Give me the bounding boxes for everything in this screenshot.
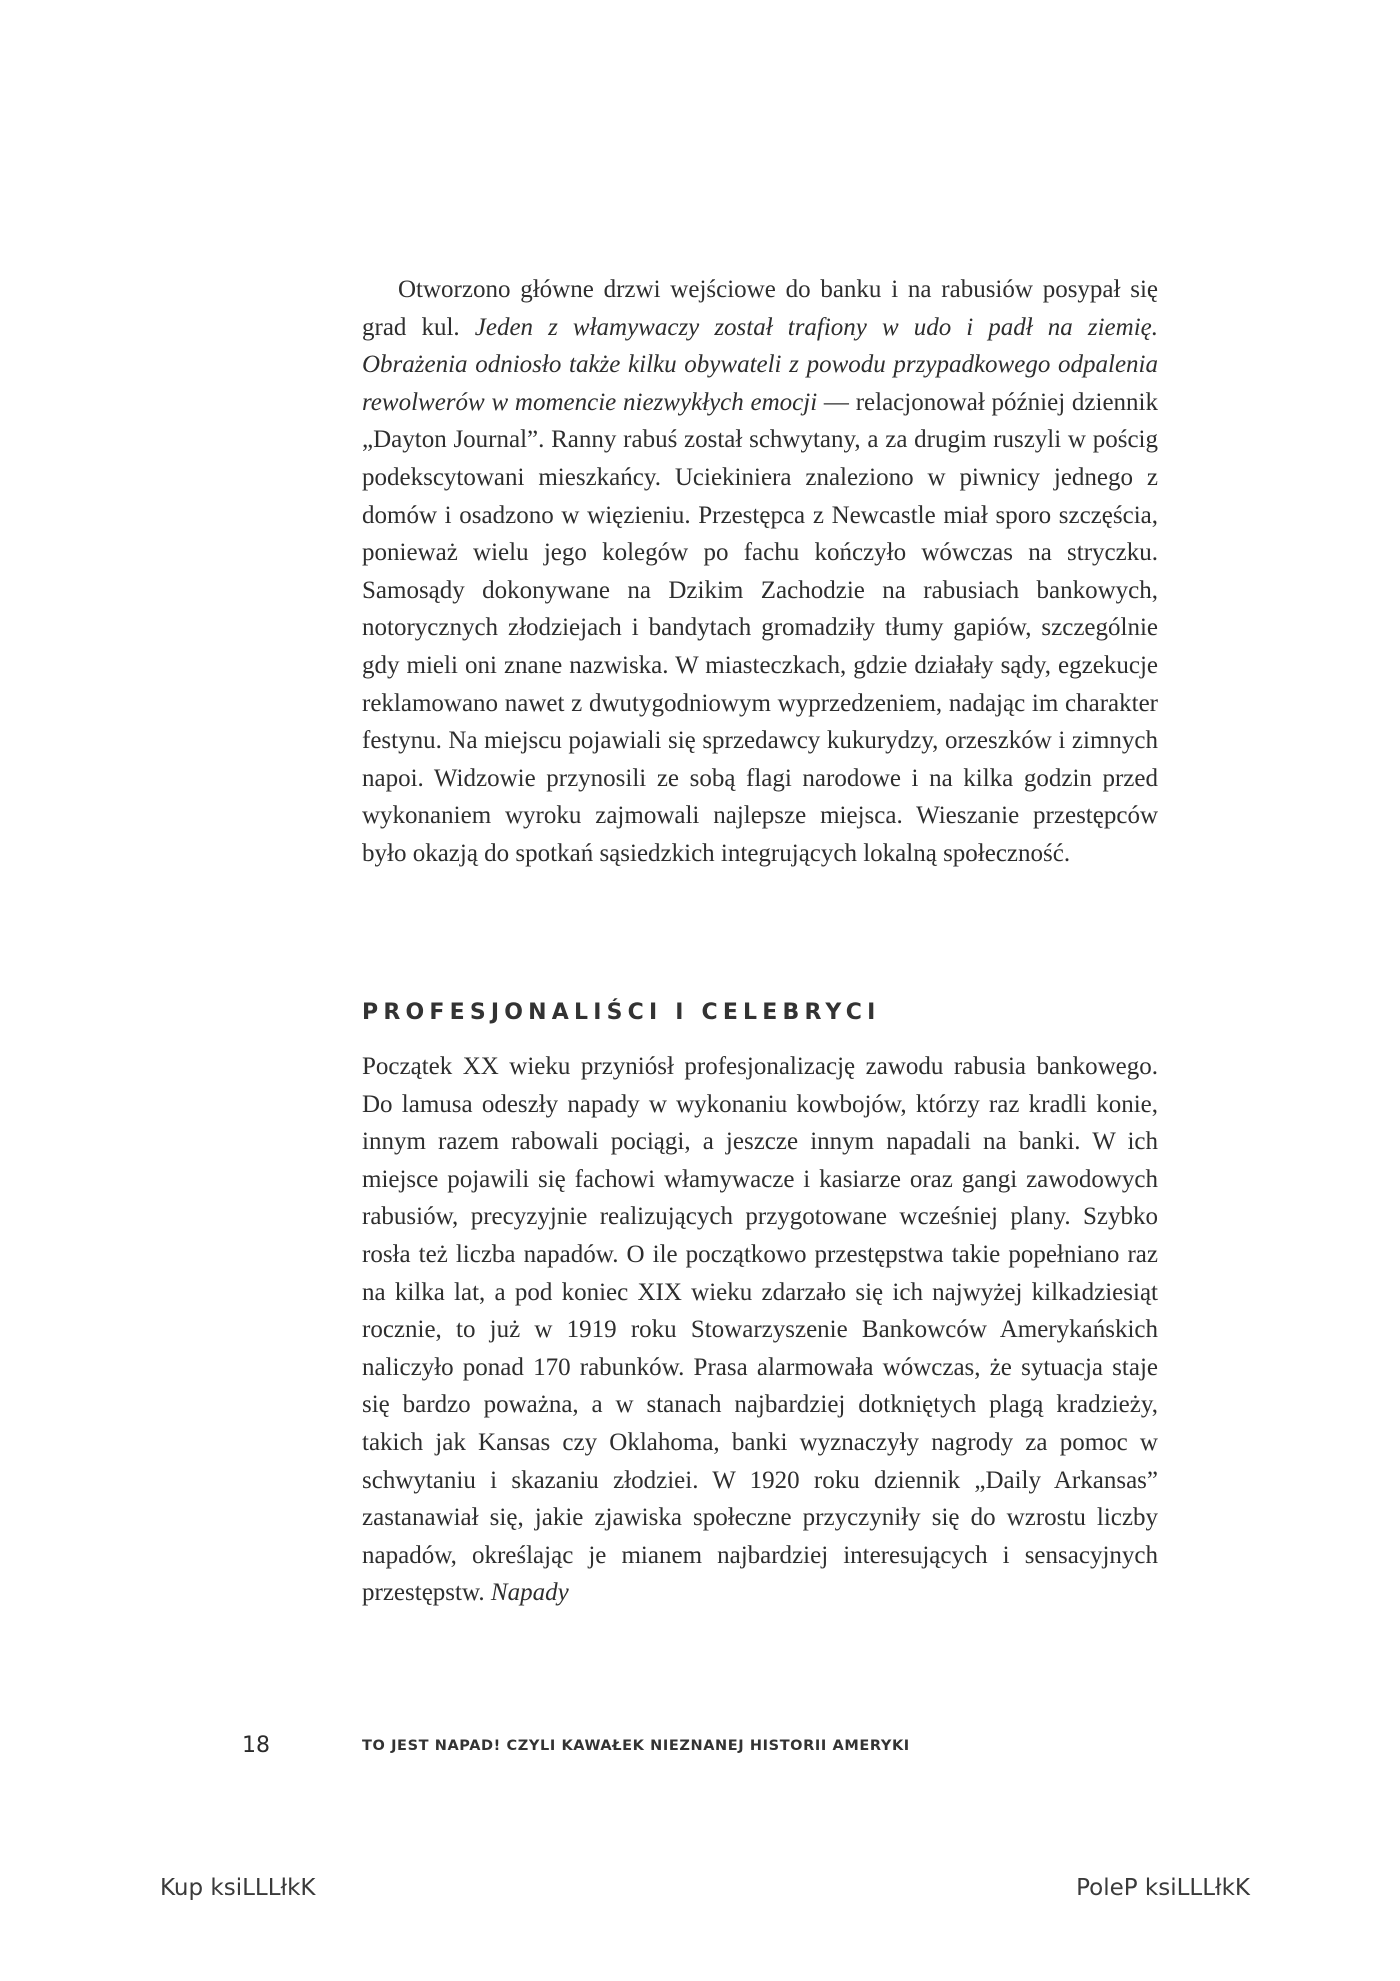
paragraph-1	[362, 271, 1158, 873]
paragraph-1-quote: Jeden z włamywaczy został trafiony w udo i padł na ziemię. Obrażenia odniosło także kilku obywateli z powodu przypadkowego odpalenia rewolwerów w momencie niezwykłych emocji	[362, 313, 1158, 416]
running-title: TO JEST NAPAD! CZYLI KAWAŁEK NIEZNANEJ HISTORII AMERYKI	[362, 1738, 910, 1754]
page-number: 18	[242, 1733, 270, 1758]
paragraph-1-body: — relacjonował później dziennik „Dayton Journal”. Ranny rabuś został schwytany, a za drugim ruszyli w pościg podekscytowani mieszkańcy. Uciekiniera znaleziono w piwnicy jednego z domów i osadzono w więzieniu. Przestępca z Newcastle miał sporo szczęścia, ponieważ wielu jego kolegów po fachu kończyło wówczas na stryczku. Samosądy dokonywane na Dzikim Zachodzie na rabusiach bankowych, notorycznych złodziejach i bandytach gromadziły tłumy gapiów, szczególnie gdy mieli oni znane nazwiska. W miasteczkach, gdzie działały sądy, egzekucje reklamowano nawet z dwutygodniowym wyprzedzeniem, nadając im charakter festynu. Na miejscu pojawiali się sprzedawcy kukurydzy, orzeszków i zimnych napoi. Widzowie przynosili ze sobą flagi narodowe i na kilka godzin przed wykonaniem wyroku zajmowali najlepsze miejsca. Wieszanie przestępców było okazją do spotkań sąsiedzkich integrujących lokalną społeczność.	[362, 388, 1158, 867]
section-heading: PROFESJONALIŚCI I CELEBRYCI	[362, 1000, 881, 1025]
buy-book-link[interactable]: Kup ksiLLLłkK	[160, 1875, 316, 1901]
body-text-block-2	[362, 1048, 1158, 1612]
paragraph-2	[362, 1048, 1158, 1612]
paragraph-1-intro: Otworzono główne drzwi wejściowe do banku i na rabusiów posypał się grad kul.	[362, 276, 1158, 341]
paragraph-2-italic-end: Napady	[490, 1579, 569, 1607]
body-text-block-1	[362, 271, 1158, 873]
recommend-book-link[interactable]: PoleP ksiLLLłkK	[1076, 1875, 1250, 1901]
paragraph-2-body: Początek XX wieku przyniósł profesjonalizację zawodu rabusia bankowego. Do lamusa odeszły napady w wykonaniu kowbojów, którzy raz kradli konie, innym razem rabowali pociągi, a jeszcze innym napadali na banki. W ich miejsce pojawili się fachowi włamywacze i kasiarze oraz gangi zawodowych rabusiów, precyzyjnie realizujących przygotowane wcześniej plany. Szybko rosła też liczba napadów. O ile początkowo przestępstwa takie popełniano raz na kilka lat, a pod koniec XIX wieku zdarzało się ich najwyżej kilkadziesiąt rocznie, to już w 1919 roku Stowarzyszenie Bankowców Amerykańskich naliczyło ponad 170 rabunków. Prasa alarmowała wówczas, że sytuacja staje się bardzo poważna, a w stanach najbardziej dotkniętych plagą kradzieży, takich jak Kansas czy Oklahoma, banki wyznaczyły nagrody za pomoc w schwytaniu i skazaniu złodziei. W 1920 roku dziennik „Daily Arkansas” zastanawiał się, jakie zjawiska społeczne przyczyniły się do wzrostu liczby napadów, określając je mianem najbardziej interesujących i sensacyjnych przestępstw.	[362, 1053, 1158, 1607]
